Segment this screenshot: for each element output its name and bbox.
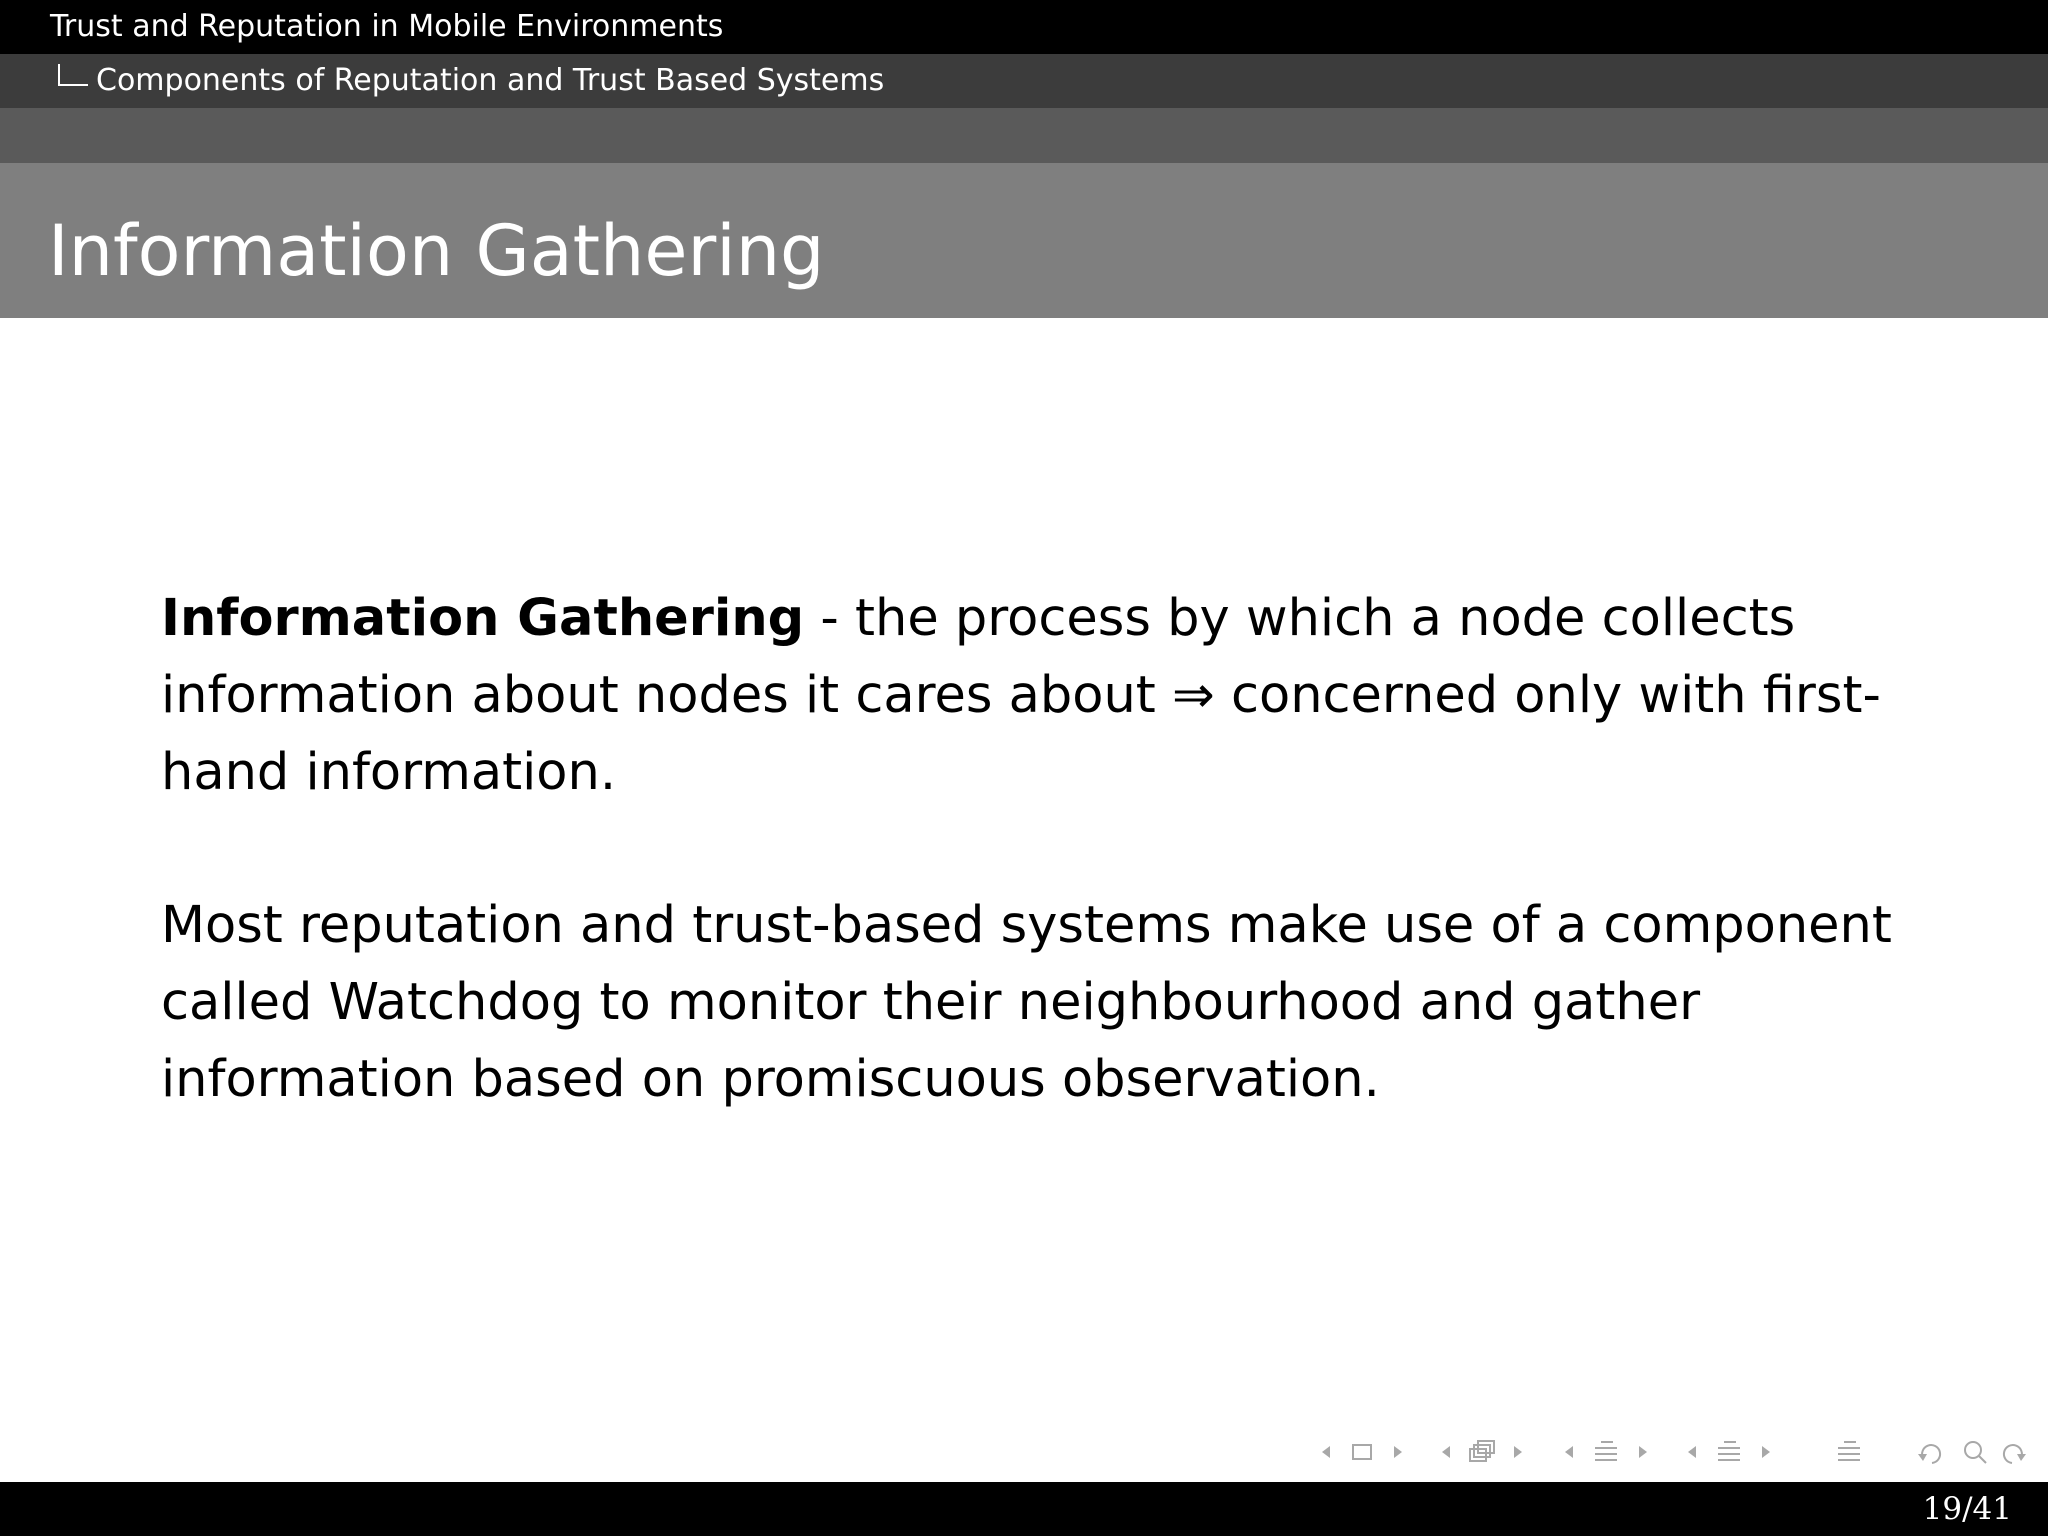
definition-text: - the process by which a node collects information about nodes it cares about ⇒ concerned only with first-hand information. bbox=[161, 589, 1881, 802]
nav-search-icon[interactable] bbox=[1965, 1442, 1986, 1463]
watchdog-paragraph: Most reputation and trust-based systems make use of a component called Watchdog to monitor their neighbourhood and gather information based on promiscuous observation. bbox=[161, 896, 1892, 1109]
section-title-bar bbox=[0, 54, 2048, 108]
definition-paragraph bbox=[161, 580, 1921, 811]
navigation-bar bbox=[1310, 1432, 2040, 1472]
section-title: Components of Reputation and Trust Based Systems bbox=[96, 63, 885, 98]
definition-term: Information Gathering bbox=[161, 589, 805, 648]
presentation-title: Trust and Reputation in Mobile Environments bbox=[50, 9, 724, 44]
subsection-bar bbox=[0, 108, 2048, 163]
tree-branch-icon bbox=[58, 64, 88, 86]
nav-section-prev-icon[interactable] bbox=[1565, 1446, 1573, 1458]
nav-subsection-icon[interactable] bbox=[1470, 1441, 1494, 1461]
nav-frame-icon[interactable] bbox=[1353, 1445, 1371, 1459]
nav-subsection-prev-icon[interactable] bbox=[1442, 1446, 1450, 1458]
frame-title: Information Gathering bbox=[48, 210, 825, 292]
nav-frame-next-icon[interactable] bbox=[1394, 1446, 1402, 1458]
nav-subsection-next-icon[interactable] bbox=[1514, 1446, 1522, 1458]
nav-section-next-icon[interactable] bbox=[1639, 1446, 1647, 1458]
frame-title-bar bbox=[0, 163, 2048, 318]
presentation-title-bar bbox=[0, 0, 2048, 54]
page-number: 19/41 bbox=[1922, 1491, 2012, 1527]
nav-toc-icon[interactable] bbox=[1838, 1442, 1860, 1460]
nav-frame-prev-icon[interactable] bbox=[1322, 1446, 1330, 1458]
nav-document-icon[interactable] bbox=[1718, 1442, 1740, 1460]
nav-section-icon[interactable] bbox=[1595, 1442, 1617, 1460]
nav-document-next-icon[interactable] bbox=[1762, 1446, 1770, 1458]
slide-content bbox=[161, 580, 1921, 1194]
nav-document-prev-icon[interactable] bbox=[1688, 1446, 1696, 1458]
footer-bar bbox=[0, 1482, 2048, 1536]
